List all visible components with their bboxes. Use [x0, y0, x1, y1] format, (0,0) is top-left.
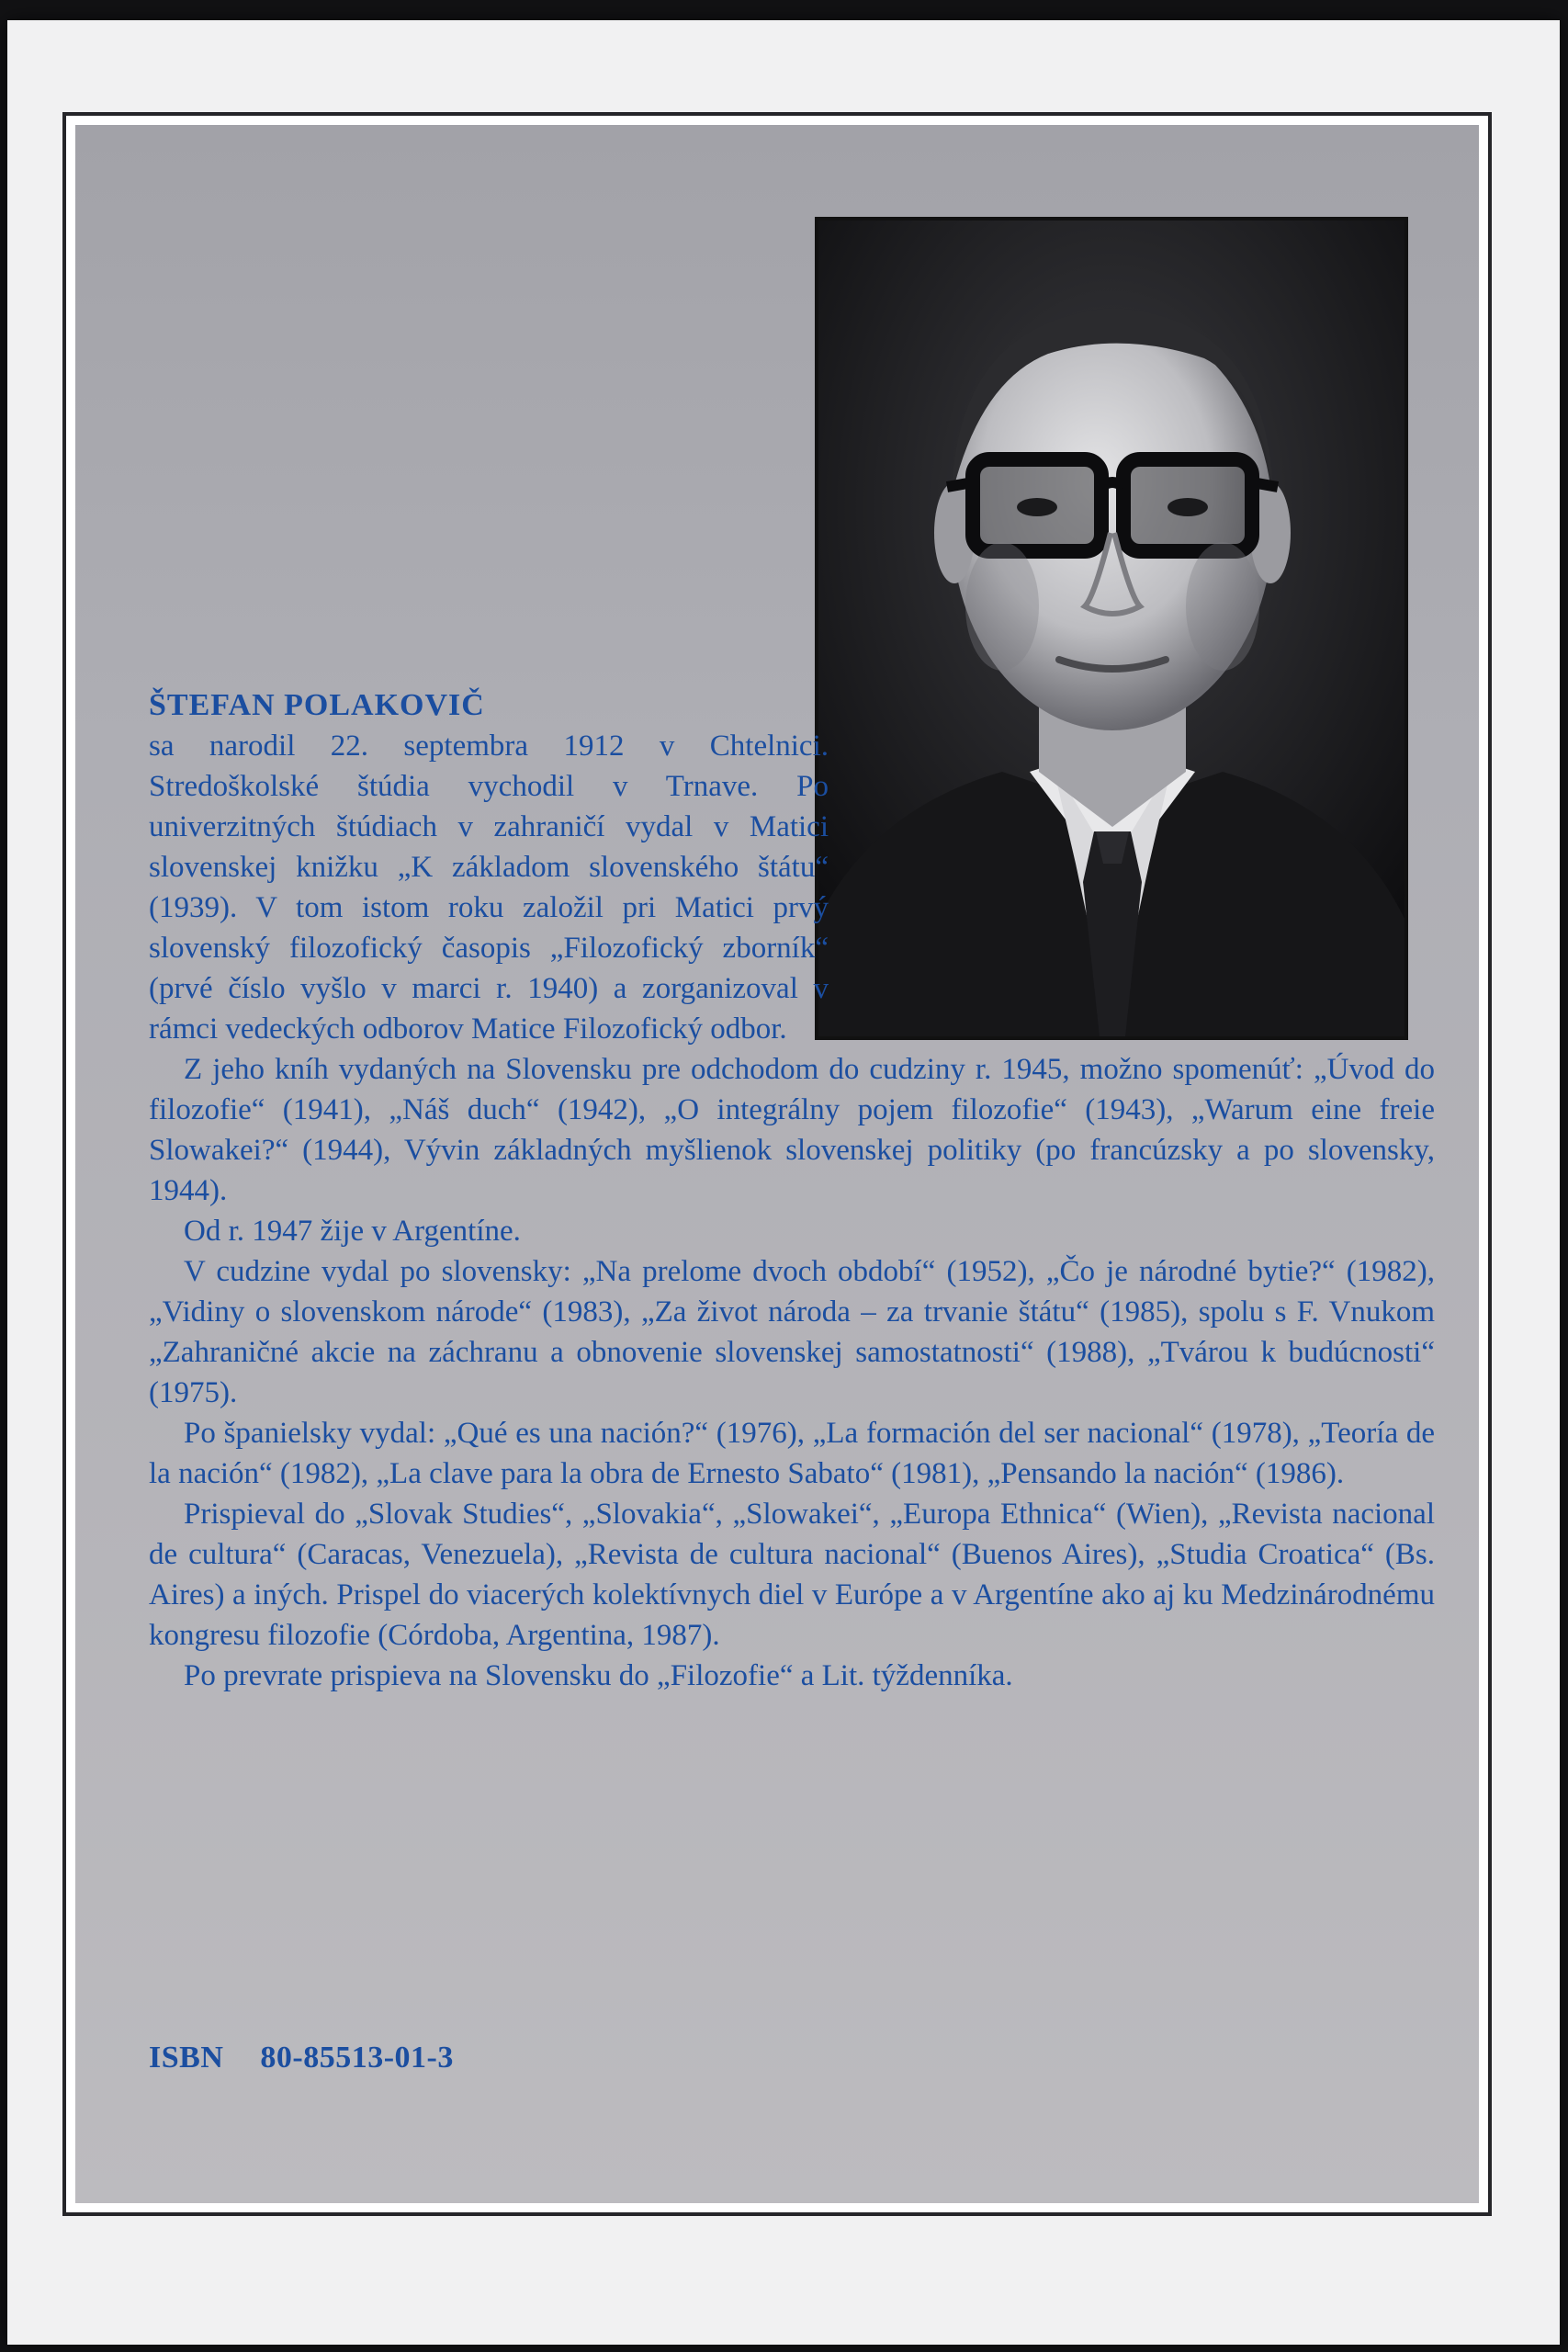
bio-paragraph-argentina: Od r. 1947 žije v Argentíne. [184, 1215, 521, 1248]
isbn-number: 80-85513-01-3 [260, 2041, 454, 2075]
book-back-cover [7, 20, 1560, 2345]
bio-paragraph-after-revolution: Po prevrate prispieva na Slovensku do „Filozofie“ a Lit. týždenníka. [184, 1659, 1013, 1692]
author-biography [149, 685, 1435, 1696]
bio-intro-paragraph: sa narodil 22. septembra 1912 v Chtelnici. Stredoškolské štúdia vychodil v Trnave. Po univerzitných štúdiach v zahraničí vydal v Matici slovenskej knižku „K základom slovenského štátu“ (1939). V tom istom roku založil pri Matici prvý slovenský filozofický časopis „Filozofický zborník“ (prvé číslo vyšlo v marci r. 1940) a zorganizoval v rámci vedeckých odborov Matice Filozofický odbor. [149, 729, 829, 1046]
author-name: ŠTEFAN POLAKOVIČ [149, 688, 485, 722]
bio-paragraph-spanish-works: Po španielsky vydal: „Qué es una nación?“ (1976), „La formación del ser nacional“ (1978), „Teoría de la nación“ (1982), „La clave para la obra de Ernesto Sabato“ (1981), „Pensando la nación“ (1986). [149, 1417, 1435, 1490]
isbn-line [149, 2041, 454, 2075]
cover-panel [75, 125, 1479, 2203]
bio-paragraph-contributions: Prispieval do „Slovak Studies“, „Slovakia“, „Slowakei“, „Europa Ethnica“ (Wien), „Revista nacional de cultura“ (Caracas, Venezuela), „Revista de cultura nacional“ (Buenos Aires), „Studia Croatica“ (Bs. Aires) a iných. Prispel do viacerých kolektívnych diel v Európe a v Argentíne ako aj ku Medzinárodnému kongresu filozofie (Córdoba, Argentina, 1987). [149, 1498, 1435, 1652]
cover-frame [62, 112, 1492, 2216]
bio-paragraph-slovak-works-abroad: V cudzine vydal po slovensky: „Na prelome dvoch období“ (1952), „Čo je národné bytie?“ (1982), „Vidiny o slovenskom národe“ (1983), „Za život národa – za trvanie štátu“ (1985), spolu s F. Vnukom „Zahraničné akcie na záchranu a obnovenie slovenskej samostatnosti“ (1988), „Tvárou k budúcnosti“ (1975). [149, 1255, 1435, 1409]
isbn-label: ISBN [149, 2041, 224, 2075]
bio-paragraph-books-slovakia: Z jeho kníh vydaných na Slovensku pre odchodom do cudziny r. 1945, možno spomenúť: „Úvod do filozofie“ (1941), „Náš duch“ (1942), „O integrálny pojem filozofie“ (1943), „Warum eine freie Slowakei?“ (1944), Vývin základných myšlienok slovenskej politiky (po francúzsky a po slovensky, 1944). [149, 1053, 1435, 1207]
